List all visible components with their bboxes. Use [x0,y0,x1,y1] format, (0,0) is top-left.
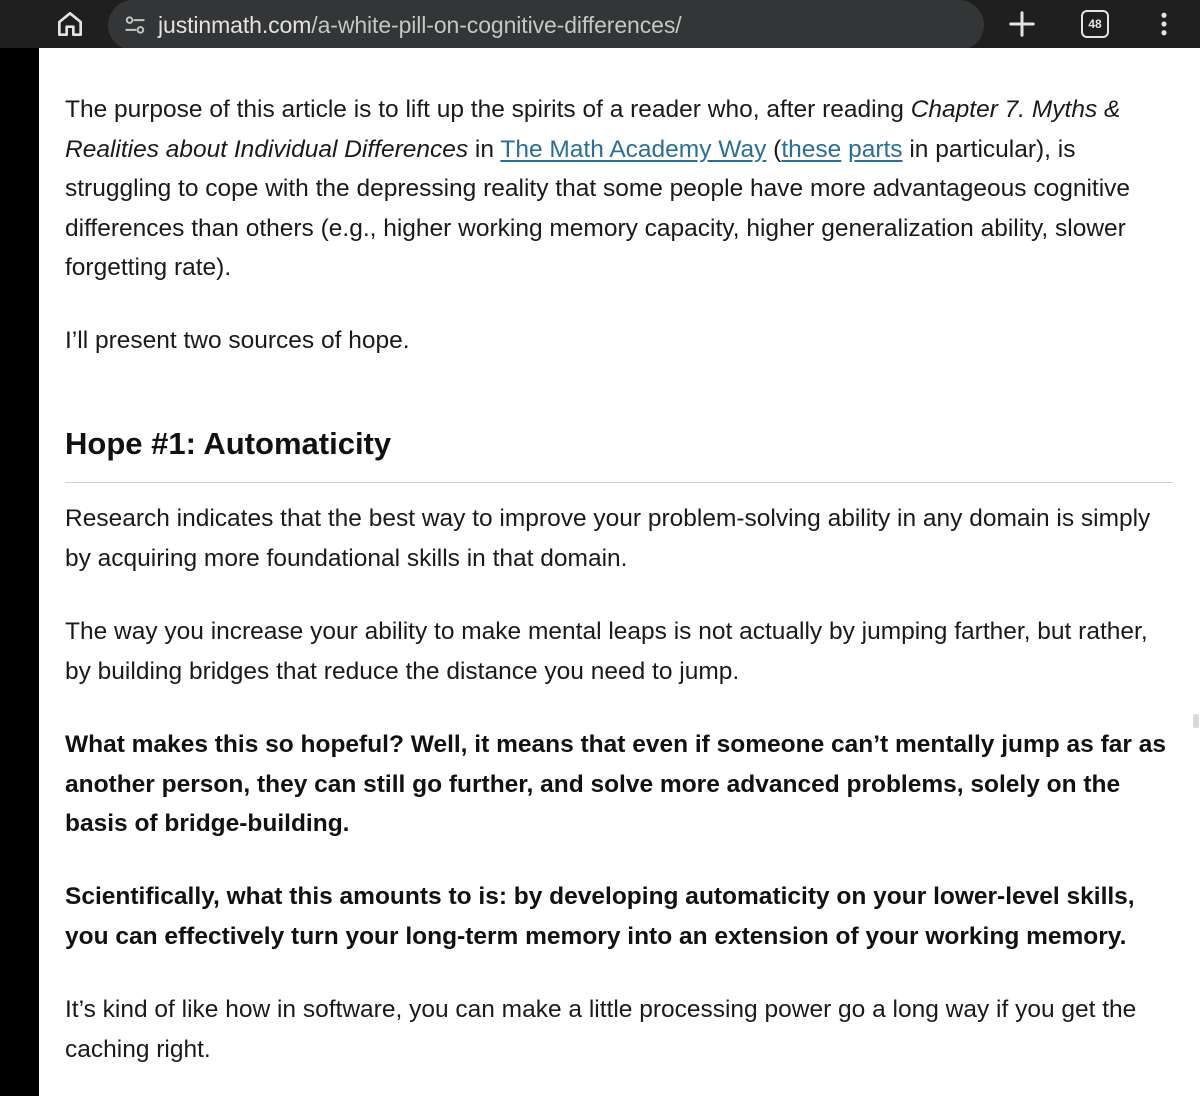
intro-text-5: in particular), is struggling to cope with the depressing reality that some people have more advantageous cognitive differences than others (e.g., higher working memory capacity, higher generalization ability, slower forgetting rate). [65,135,1131,281]
plus-icon [1007,9,1037,39]
tune-icon [122,12,148,38]
parts-link[interactable]: parts [848,135,903,163]
intro-text-3: ( [766,135,782,163]
book-link[interactable]: The Math Academy Way [500,135,767,163]
intro-text-2: in [468,135,501,163]
intro-paragraph [65,90,1177,288]
url-domain: justinmath.com [158,11,312,38]
sources-paragraph: I’ll present two sources of hope. [65,327,410,354]
url-path: /a-white-pill-on-cognitive-differences/ [311,11,682,38]
tab-count: 48 [1088,17,1102,31]
home-button[interactable] [48,6,92,42]
more-vert-icon [1150,10,1178,38]
tab-switcher-button[interactable] [1081,10,1109,38]
scientific-paragraph: Scientifically, what this amounts to is: by developing automaticity on your lower-level skills, you can effectively turn your long-term memory into an extension of your working memory. [65,883,1135,950]
web-page-content[interactable] [39,48,1200,1096]
leaps-paragraph: The way you increase your ability to make mental leaps is not actually by jumping farther, but rather, by building bridges that reduce the distance you need to jump. [65,618,1148,685]
site-info-button[interactable] [118,8,152,42]
research-paragraph: Research indicates that the best way to improve your problem-solving ability in any domain is simply by acquiring more foundational skills in that domain. [65,505,1151,572]
more-menu-button[interactable] [1146,6,1182,42]
chapter-title: Chapter 7. Myths & Realities about Individual Differences [65,96,1121,163]
intro-text-1: The purpose of this article is to lift up the spirits of a reader who, after reading [65,96,911,123]
new-tab-button[interactable] [1000,4,1044,44]
hopeful-paragraph: What makes this so hopeful? Well, it means that even if someone can’t mentally jump as far as another person, they can still go further, and solve more advanced problems, solely on the basis of bridge-building. [65,731,1166,837]
software-paragraph: It’s kind of like how in software, you can make a little processing power go a long way if you get the caching right. [65,996,1137,1063]
section-heading: Hope #1: Automaticity [65,426,392,461]
url-text[interactable] [158,12,682,39]
these-link[interactable]: these [781,135,842,163]
page-edge [0,48,39,1096]
browser-toolbar [0,0,1200,48]
scrollbar-thumb[interactable] [1193,714,1199,728]
home-icon [54,8,86,40]
address-bar[interactable] [108,0,984,50]
heading-divider [65,482,1173,483]
